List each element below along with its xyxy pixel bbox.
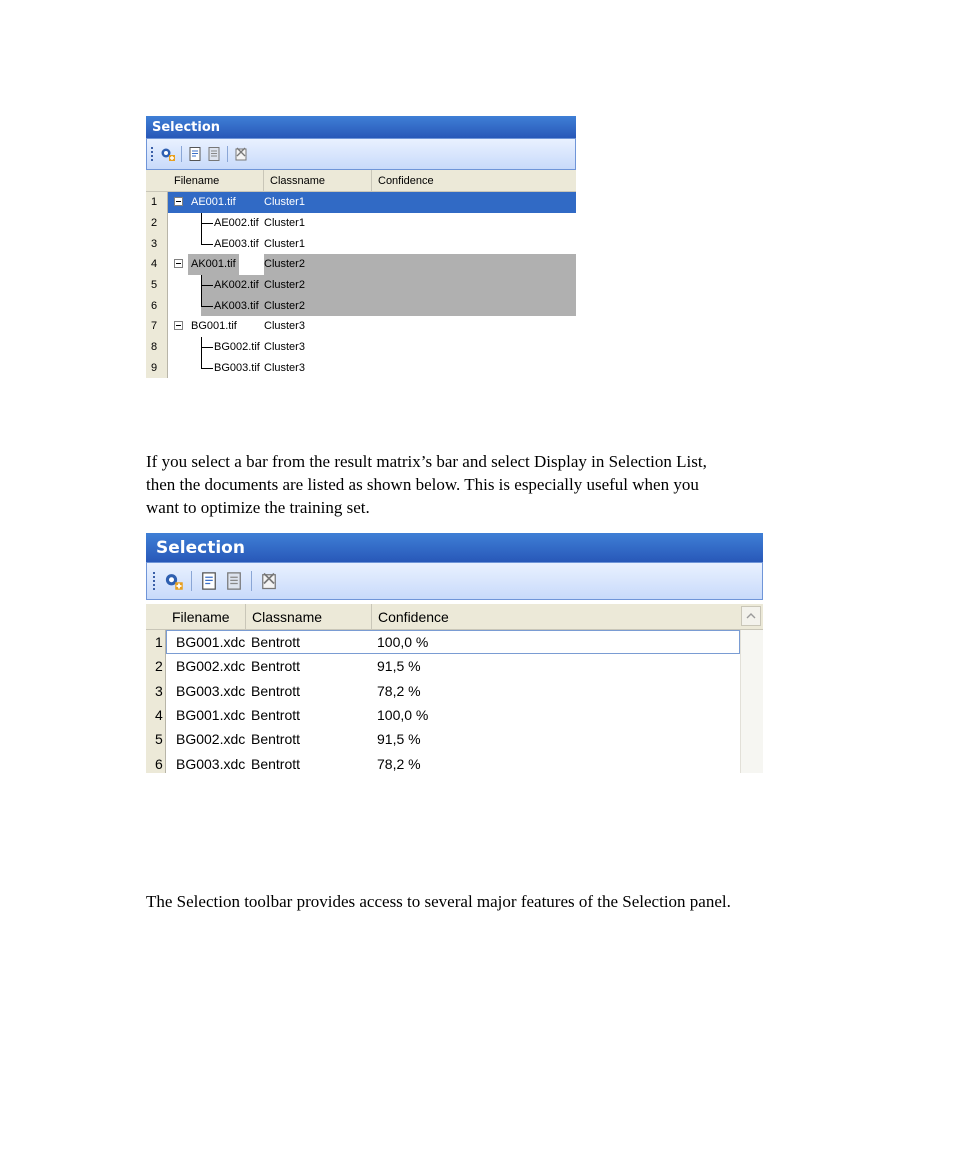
selection-toolbar: [146, 138, 576, 170]
row-number: 8: [146, 337, 168, 358]
filename-cell: AE001.tif: [191, 196, 236, 209]
clear-icon[interactable]: [233, 146, 249, 162]
filename-cell: AE003.tif: [214, 237, 259, 250]
classname-cell: Cluster1: [264, 237, 305, 250]
classname-cell: Bentrott: [251, 707, 301, 724]
column-header-classname[interactable]: Classname: [246, 604, 372, 629]
filename-cell: AK002.tif: [214, 279, 259, 292]
toolbar-grip[interactable]: [153, 572, 157, 590]
row-number: 4: [146, 254, 168, 275]
column-header-confidence[interactable]: Confidence: [378, 174, 434, 187]
classname-cell: Cluster3: [264, 341, 305, 354]
row-number: 6: [146, 295, 168, 316]
header-corner: [146, 604, 166, 629]
classify-icon[interactable]: [164, 571, 184, 591]
row-number: 3: [146, 233, 168, 254]
body-paragraph: The Selection toolbar provides access to several major features of the Selection panel.: [146, 892, 731, 911]
classname-cell: Cluster3: [264, 361, 305, 374]
row-content[interactable]: [168, 358, 576, 379]
header-corner: [146, 170, 168, 191]
row-content[interactable]: [168, 254, 576, 275]
collapse-icon[interactable]: [174, 259, 183, 268]
classname-cell: Cluster1: [264, 217, 305, 230]
paragraph-line: then the documents are listed as shown below. This is especially useful when you: [146, 475, 699, 494]
row-number: 1: [146, 630, 166, 654]
row-content[interactable]: [168, 275, 576, 296]
row-content[interactable]: [168, 233, 576, 254]
selection-panel-tree: [146, 116, 576, 380]
table-row[interactable]: [146, 358, 576, 379]
table-row[interactable]: [146, 630, 763, 654]
chevron-up-icon: [746, 613, 756, 619]
document-icon[interactable]: [199, 571, 219, 591]
filename-cell: BG001.tif: [191, 320, 237, 333]
collapse-icon[interactable]: [174, 197, 183, 206]
filename-cell: BG003.tif: [214, 361, 260, 374]
row-number: 3: [146, 679, 166, 703]
confidence-cell: 91,5 %: [377, 658, 421, 675]
row-content[interactable]: [166, 654, 421, 678]
classname-cell: Bentrott: [251, 658, 301, 675]
tree-branch: [201, 244, 213, 245]
row-number: 2: [146, 654, 166, 678]
filename-cell: BG002.tif: [214, 341, 260, 354]
filename-cell: BG002.xdc: [176, 658, 246, 675]
classname-cell: Cluster2: [264, 299, 305, 312]
classname-cell: Bentrott: [251, 634, 301, 651]
classname-cell: Cluster2: [264, 258, 305, 271]
paragraph-line: If you select a bar from the result matrix’s bar and select Display in Selection List,: [146, 452, 707, 471]
filename-cell: AE002.tif: [214, 217, 259, 230]
document-list-icon[interactable]: [206, 146, 222, 162]
collapse-icon[interactable]: [174, 321, 183, 330]
filename-cell: AK003.tif: [214, 299, 259, 312]
row-content[interactable]: [166, 703, 428, 727]
filename-cell: BG003.xdc: [176, 682, 246, 699]
tree-branch: [201, 306, 213, 307]
column-header-filename[interactable]: Filename: [166, 604, 246, 629]
table-row[interactable]: [146, 233, 576, 254]
toolbar-grip[interactable]: [151, 147, 155, 161]
row-content[interactable]: [168, 337, 576, 358]
classname-cell: Bentrott: [251, 755, 301, 772]
tree-branch: [201, 285, 213, 286]
scroll-up-button[interactable]: [741, 606, 761, 626]
toolbar-separator: [227, 146, 228, 162]
table-row[interactable]: [146, 654, 763, 678]
row-number: 1: [146, 192, 168, 213]
table-row[interactable]: [146, 751, 763, 773]
row-number: 9: [146, 358, 168, 379]
confidence-cell: 78,2 %: [377, 755, 421, 772]
column-header-confidence[interactable]: Confidence: [378, 608, 449, 625]
filename-cell: AK001.tif: [188, 254, 239, 275]
row-content[interactable]: [168, 192, 576, 213]
row-content[interactable]: [166, 751, 421, 773]
tree-line: [201, 233, 202, 243]
table-row[interactable]: [146, 316, 576, 337]
panel-title: Selection: [146, 533, 763, 562]
column-header-classname[interactable]: Classname: [264, 170, 372, 191]
confidence-cell: 91,5 %: [377, 731, 421, 748]
filename-cell: BG001.xdc: [176, 707, 246, 724]
classname-cell: Bentrott: [251, 731, 301, 748]
table-row[interactable]: [146, 213, 576, 234]
filename-cell: BG001.xdc: [176, 634, 246, 651]
row-number: 5: [146, 275, 168, 296]
grid-body: [146, 192, 576, 378]
table-row[interactable]: [146, 254, 576, 275]
confidence-cell: 78,2 %: [377, 682, 421, 699]
tree-branch: [201, 347, 213, 348]
paragraph-line: want to optimize the training set.: [146, 498, 370, 517]
table-row[interactable]: [146, 295, 576, 316]
classname-cell: Cluster3: [264, 320, 305, 333]
document-icon[interactable]: [187, 146, 203, 162]
row-content[interactable]: [168, 213, 576, 234]
row-content[interactable]: [166, 679, 421, 703]
table-row[interactable]: [146, 679, 763, 703]
row-content[interactable]: [168, 295, 576, 316]
confidence-cell: 100,0 %: [377, 634, 429, 651]
tree-branch: [201, 223, 213, 224]
table-row[interactable]: [146, 703, 763, 727]
panel-title: Selection: [146, 116, 576, 138]
table-row[interactable]: [146, 337, 576, 358]
column-header-filename[interactable]: Filename: [168, 170, 264, 191]
tree-branch: [201, 368, 213, 369]
table-row[interactable]: [146, 727, 763, 751]
grid-header: [146, 604, 763, 630]
classify-icon[interactable]: [160, 146, 176, 162]
row-content[interactable]: [168, 316, 576, 337]
row-number: 2: [146, 213, 168, 234]
selection-toolbar: [146, 562, 763, 600]
toolbar-separator: [251, 571, 252, 591]
row-content[interactable]: [166, 727, 421, 751]
row-number: 6: [146, 751, 166, 773]
classname-cell: Cluster2: [264, 279, 305, 292]
classname-cell: Bentrott: [251, 682, 301, 699]
grid-header: [146, 170, 576, 192]
table-row[interactable]: [146, 192, 576, 213]
row-content[interactable]: [166, 630, 740, 654]
filename-cell: BG002.xdc: [176, 731, 246, 748]
confidence-cell: 100,0 %: [377, 707, 429, 724]
tree-line: [201, 295, 202, 305]
body-paragraph: [146, 450, 707, 519]
grid-body: [146, 630, 763, 773]
document-list-icon[interactable]: [224, 571, 244, 591]
selection-panel-list: [146, 533, 763, 773]
toolbar-separator: [181, 146, 182, 162]
table-row[interactable]: [146, 275, 576, 296]
tree-line: [201, 358, 202, 368]
toolbar-separator: [191, 571, 192, 591]
filename-cell: BG003.xdc: [176, 755, 246, 772]
row-number: 7: [146, 316, 168, 337]
classname-cell: Cluster1: [264, 196, 305, 209]
row-number: 4: [146, 703, 166, 727]
row-number: 5: [146, 727, 166, 751]
clear-icon[interactable]: [259, 571, 279, 591]
